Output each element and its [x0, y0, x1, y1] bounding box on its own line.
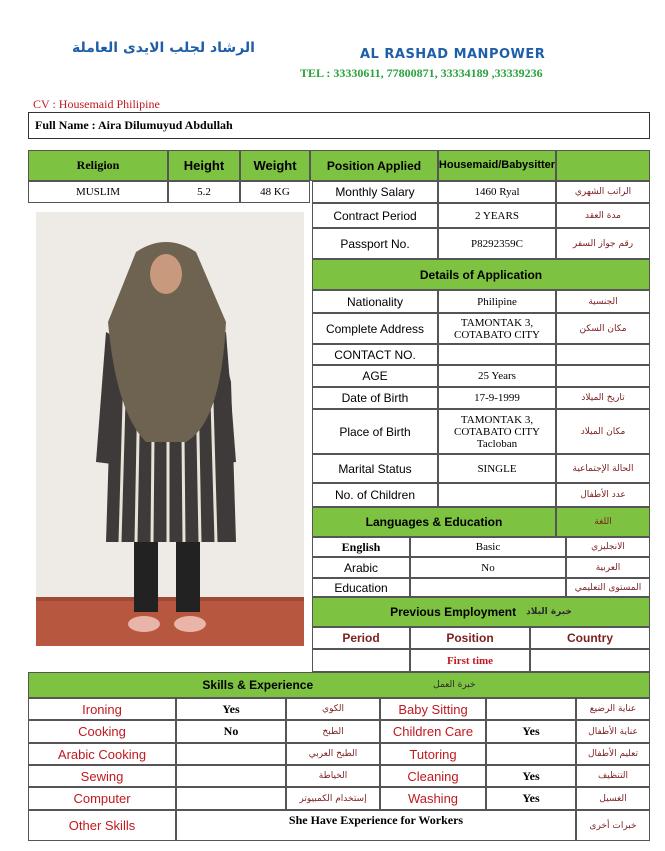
complete-address-label: Complete Address: [312, 313, 438, 344]
languages-education-arabic: اللغة: [556, 507, 650, 537]
candidate-photo-illustration: [36, 212, 304, 646]
skill-arabic: تعليم الأطفال: [576, 743, 650, 765]
english-value: Basic: [410, 537, 566, 557]
cv-title: CV : Housemaid Philipine: [33, 97, 160, 111]
nationality-label: Nationality: [312, 290, 438, 313]
other-skills-arabic: خبرات أخرى: [576, 810, 650, 841]
date-of-birth-label: Date of Birth: [312, 387, 438, 409]
monthly-salary-label: Monthly Salary: [312, 181, 438, 203]
position-header: Position: [410, 627, 530, 649]
place-of-birth-arabic: مكان الميلاد: [556, 409, 650, 454]
skill-value: [176, 787, 286, 810]
education-arabic: المستوى التعليمي: [566, 578, 650, 597]
skill-arabic: عناية الرضيع: [576, 698, 650, 720]
skill-label: Arabic Cooking: [28, 743, 176, 765]
weight-header: Weight: [240, 150, 310, 181]
skills-experience-header: [28, 672, 650, 698]
skill-value: Yes: [486, 765, 576, 787]
position-applied-value: Housemaid/Babysitter: [438, 150, 556, 181]
company-name-english: AL RASHAD MANPOWER: [360, 47, 546, 62]
education-label: Education: [312, 578, 410, 597]
religion-header: Religion: [28, 150, 168, 181]
previous-employment-title: Previous Employment: [390, 605, 517, 619]
skill-value: [176, 765, 286, 787]
english-label: English: [312, 537, 410, 557]
skill-value: No: [176, 720, 286, 743]
complete-address-arabic: مكان السكن: [556, 313, 650, 344]
position-applied-header: Position Applied: [310, 150, 438, 181]
previous-employment-arabic: خبرة البلاد: [526, 607, 572, 617]
weight-value: 48 KG: [240, 181, 310, 203]
skill-label: Ironing: [28, 698, 176, 720]
date-of-birth-arabic: تاريخ الميلاد: [556, 387, 650, 409]
skill-value: Yes: [486, 720, 576, 743]
skill-arabic: الغسيل: [576, 787, 650, 810]
age-arabic: [556, 365, 650, 387]
arabic-value: No: [410, 557, 566, 578]
complete-address-value: TAMONTAK 3, COTABATO CITY: [438, 313, 556, 344]
other-skills-value: She Have Experience for Workers: [176, 810, 576, 841]
period-header: Period: [312, 627, 410, 649]
marital-status-arabic: الحالة الإجتماعية: [556, 454, 650, 483]
skill-arabic: الخياطة: [286, 765, 380, 787]
skill-arabic: الكوي: [286, 698, 380, 720]
height-value: 5.2: [168, 181, 240, 203]
skill-arabic: الطبخ: [286, 720, 380, 743]
skill-arabic: إستخدام الكمبيوتر: [286, 787, 380, 810]
english-arabic: الانجليزي: [566, 537, 650, 557]
arabic-arabic: العربية: [566, 557, 650, 578]
skill-arabic: التنظيف: [576, 765, 650, 787]
no-of-children-label: No. of Children: [312, 483, 438, 507]
skill-label: Washing: [380, 787, 486, 810]
full-name-text: Full Name : Aira Dilumuyud Abdullah: [35, 118, 233, 132]
place-of-birth-value: TAMONTAK 3, COTABATO CITY Tacloban: [438, 409, 556, 454]
religion-value: MUSLIM: [28, 181, 168, 203]
details-of-application-header: Details of Application: [312, 259, 650, 290]
skill-arabic: عناية الأطفال: [576, 720, 650, 743]
candidate-photo: [36, 212, 304, 646]
skill-value: Yes: [486, 787, 576, 810]
skill-label: Sewing: [28, 765, 176, 787]
age-label: AGE: [312, 365, 438, 387]
skill-value: [486, 698, 576, 720]
header-empty-cell: [556, 150, 650, 181]
languages-education-header: Languages & Education: [312, 507, 556, 537]
skill-label: Cleaning: [380, 765, 486, 787]
skill-label: Computer: [28, 787, 176, 810]
company-telephone: TEL : 33330611, 77800871, 33334189 ,33339236: [300, 66, 543, 80]
skill-value: [176, 743, 286, 765]
employment-period-cell: [312, 649, 410, 672]
arabic-label: Arabic: [312, 557, 410, 578]
no-of-children-arabic: عدد الأطفال: [556, 483, 650, 507]
other-skills-label: Other Skills: [28, 810, 176, 841]
education-value: [410, 578, 566, 597]
first-time-value: First time: [410, 649, 530, 672]
marital-status-label: Marital Status: [312, 454, 438, 483]
skill-label: Tutoring: [380, 743, 486, 765]
skill-value: Yes: [176, 698, 286, 720]
contact-no-label: CONTACT NO.: [312, 344, 438, 365]
monthly-salary-value: 1460 Ryal: [438, 181, 556, 203]
passport-no-value: P8292359C: [438, 228, 556, 259]
passport-no-arabic: رقم جواز السفر: [556, 228, 650, 259]
contract-period-arabic: مدة العقد: [556, 203, 650, 228]
monthly-salary-arabic: الراتب الشهري: [556, 181, 650, 203]
contract-period-label: Contract Period: [312, 203, 438, 228]
height-header: Height: [168, 150, 240, 181]
skill-label: Cooking: [28, 720, 176, 743]
country-header: Country: [530, 627, 650, 649]
skill-arabic: الطبخ العربي: [286, 743, 380, 765]
skill-label: Baby Sitting: [380, 698, 486, 720]
no-of-children-value: [438, 483, 556, 507]
age-value: 25 Years: [438, 365, 556, 387]
date-of-birth-value: 17-9-1999: [438, 387, 556, 409]
skills-experience-title: Skills & Experience: [202, 678, 314, 692]
marital-status-value: SINGLE: [438, 454, 556, 483]
contact-no-arabic: [556, 344, 650, 365]
full-name: [28, 112, 650, 139]
nationality-arabic: الجنسية: [556, 290, 650, 313]
previous-employment-header: [312, 597, 650, 627]
contract-period-value: 2 YEARS: [438, 203, 556, 228]
employment-country-cell: [530, 649, 650, 672]
skills-experience-arabic: خبرة العمل: [433, 680, 476, 690]
nationality-value: Philipine: [438, 290, 556, 313]
passport-no-label: Passport No.: [312, 228, 438, 259]
skill-label: Children Care: [380, 720, 486, 743]
skill-value: [486, 743, 576, 765]
place-of-birth-label: Place of Birth: [312, 409, 438, 454]
contact-no-value: [438, 344, 556, 365]
company-name-arabic: الرشاد لجلب الايدى العاملة: [72, 40, 255, 56]
